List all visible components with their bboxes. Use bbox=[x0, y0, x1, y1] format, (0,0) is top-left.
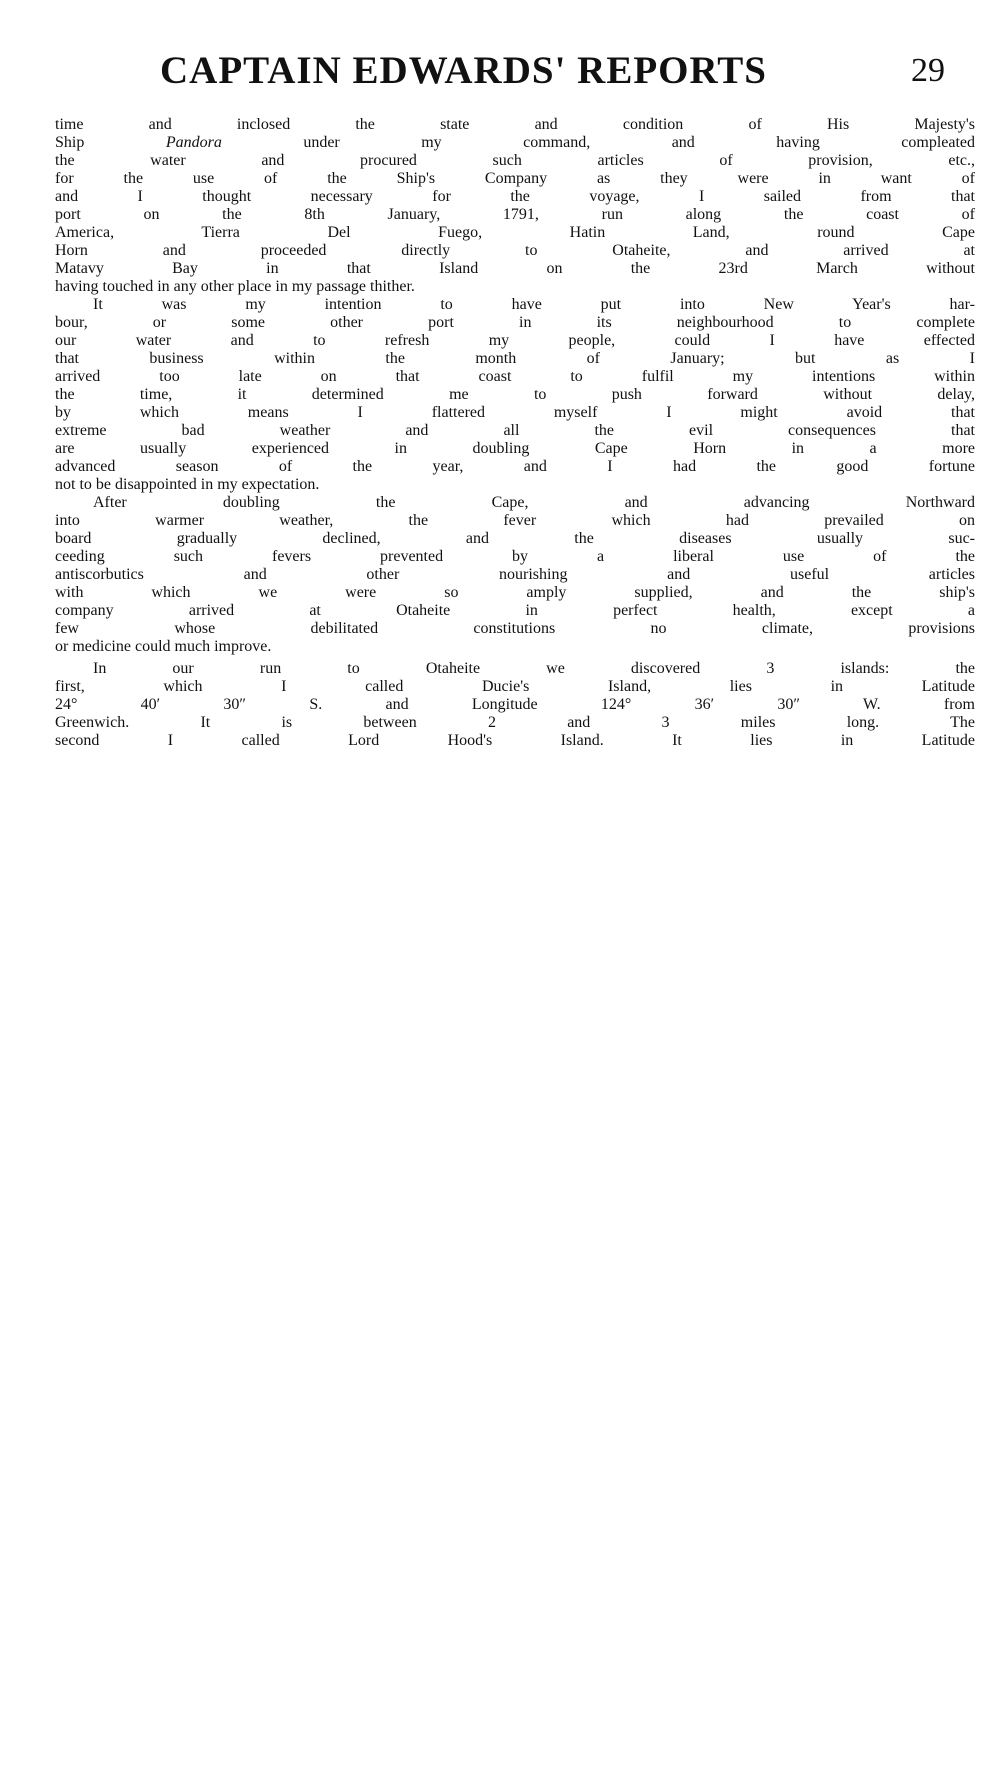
text-line: time and inclosed the state and condition of His Majesty's bbox=[55, 116, 975, 133]
text-line: few whose debilitated constitutions no climate, provisions bbox=[55, 620, 975, 637]
text-line: having touched in any other place in my passage thither. bbox=[55, 278, 415, 295]
text-line: 24° 40′ 30″ S. and Longitude 124° 36′ 30″ W. from bbox=[55, 696, 975, 713]
text-line: It was my intention to have put into New Year's har- bbox=[93, 296, 975, 313]
text-line: Matavy Bay in that Island on the 23rd March without bbox=[55, 260, 975, 277]
running-title: CAPTAIN EDWARDS' REPORTS bbox=[160, 49, 767, 92]
text-line: After doubling the Cape, and advancing Northward bbox=[93, 494, 975, 511]
text-line bbox=[55, 134, 975, 152]
text-line: company arrived at Otaheite in perfect health, except a bbox=[55, 602, 975, 619]
paragraph-1 bbox=[55, 116, 975, 296]
ship-name: Pandora bbox=[165, 134, 222, 151]
text-line: for the use of the Ship's Company as they were in want of bbox=[55, 170, 975, 187]
paragraph-3 bbox=[55, 494, 975, 656]
text-line: and I thought necessary for the voyage, I sailed from that bbox=[55, 188, 975, 205]
text-line: port on the 8th January, 1791, run along the coast of bbox=[55, 206, 975, 223]
text-line: advanced season of the year, and I had the good fortune bbox=[55, 458, 975, 475]
text-line: arrived too late on that coast to fulfil my intentions within bbox=[55, 368, 975, 385]
text-line: America, Tierra Del Fuego, Hatin Land, round Cape bbox=[55, 224, 975, 241]
text-line: not to be disappointed in my expectation. bbox=[55, 476, 320, 493]
text-line: first, which I called Ducie's Island, lies in Latitude bbox=[55, 678, 975, 695]
paragraph-4 bbox=[55, 660, 975, 750]
text-line: the water and procured such articles of provision, etc., bbox=[55, 152, 975, 169]
text-line: by which means I flattered myself I might avoid that bbox=[55, 404, 975, 421]
body-text bbox=[55, 116, 975, 750]
text-line: bour, or some other port in its neighbourhood to complete bbox=[55, 314, 975, 331]
page-header bbox=[55, 48, 975, 108]
text-line: Horn and proceeded directly to Otaheite, and arrived at bbox=[55, 242, 975, 259]
text-line: into warmer weather, the fever which had prevailed on bbox=[55, 512, 975, 529]
text-line: In our run to Otaheite we discovered 3 islands: the bbox=[93, 660, 975, 677]
text-line: second I called Lord Hood's Island. It lies in Latitude bbox=[55, 732, 975, 749]
text-line: Greenwich. It is between 2 and 3 miles long. The bbox=[55, 714, 975, 731]
text-line: or medicine could much improve. bbox=[55, 638, 272, 655]
text-line: extreme bad weather and all the evil consequences that bbox=[55, 422, 975, 439]
text-line: antiscorbutics and other nourishing and useful articles bbox=[55, 566, 975, 583]
text-line: that business within the month of January; but as I bbox=[55, 350, 975, 367]
text-span: Ship bbox=[55, 134, 85, 151]
text-line: with which we were so amply supplied, and the ship's bbox=[55, 584, 975, 601]
text-span: under my command, and having compleated bbox=[303, 134, 975, 151]
text-line: our water and to refresh my people, could I have effected bbox=[55, 332, 975, 349]
book-page bbox=[55, 48, 975, 750]
text-line: are usually experienced in doubling Cape Horn in a more bbox=[55, 440, 975, 457]
paragraph-2 bbox=[55, 296, 975, 494]
text-line: board gradually declined, and the diseases usually suc- bbox=[55, 530, 975, 547]
text-line: ceeding such fevers prevented by a liberal use of the bbox=[55, 548, 975, 565]
text-line: the time, it determined me to push forward without delay, bbox=[55, 386, 975, 403]
page-number: 29 bbox=[911, 52, 945, 89]
